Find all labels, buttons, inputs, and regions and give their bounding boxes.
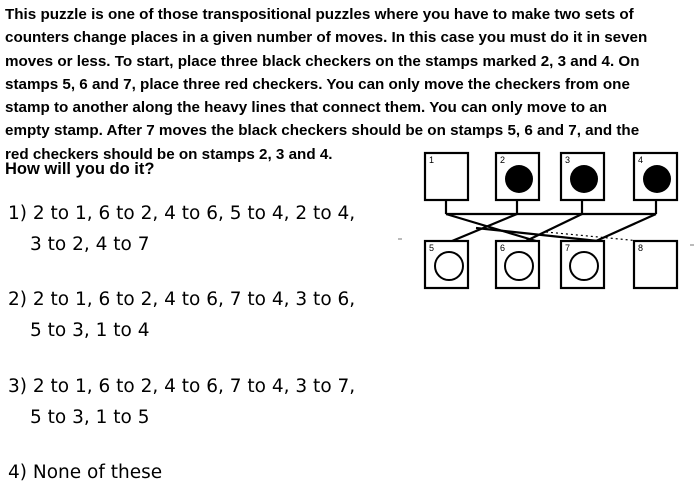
connector-line (596, 214, 656, 241)
question-text: How will you do it? (5, 160, 155, 178)
option-line: 4) None of these (8, 462, 163, 483)
red-checker (570, 252, 598, 280)
stamp-number: 6 (500, 243, 506, 253)
black-checker (570, 165, 598, 193)
option-line-continued: 3 to 2, 4 to 7 (30, 234, 150, 255)
option-line-continued: 5 to 3, 1 to 4 (30, 320, 150, 341)
option-line: 1) 2 to 1, 6 to 2, 4 to 6, 5 to 4, 2 to 4, (8, 203, 356, 224)
black-checker (505, 165, 533, 193)
stamp-number: 4 (638, 155, 644, 165)
description-line: moves or less. To start, place three black checkers on the stamps marked 2, 3 and 4. On (5, 52, 640, 70)
black-checker (643, 165, 671, 193)
description-line: red checkers should be on stamps 2, 3 and 4. (5, 145, 333, 163)
stamp-number: 8 (638, 243, 644, 253)
stamp-number: 2 (500, 155, 506, 165)
description-line: stamp to another along the heavy lines that connect them. You can only move to an (5, 99, 607, 117)
description-line: stamps 5, 6 and 7, place three red checkers. You can only move the checkers from one (5, 75, 630, 93)
description-line: empty stamp. After 7 moves the black checkers should be on stamps 5, 6 and 7, and the (5, 122, 640, 140)
option-line: 3) 2 to 1, 6 to 2, 4 to 6, 7 to 4, 3 to 7, (8, 376, 356, 397)
red-checker (435, 252, 463, 280)
connector-line (476, 228, 598, 241)
description-line: counters change places in a given number of moves. In this case you must do it in seven (5, 29, 648, 47)
red-checker (505, 252, 533, 280)
stamp-number: 1 (429, 155, 435, 165)
option-line: 2) 2 to 1, 6 to 2, 4 to 6, 7 to 4, 3 to 6, (8, 289, 356, 310)
option-line-continued: 5 to 3, 1 to 5 (30, 407, 150, 428)
stamp-number: 3 (565, 155, 571, 165)
stamp-number: 5 (429, 243, 435, 253)
description-line: This puzzle is one of those transpositional puzzles where you have to make two sets of (5, 6, 634, 23)
stamp-number: 7 (565, 243, 571, 253)
